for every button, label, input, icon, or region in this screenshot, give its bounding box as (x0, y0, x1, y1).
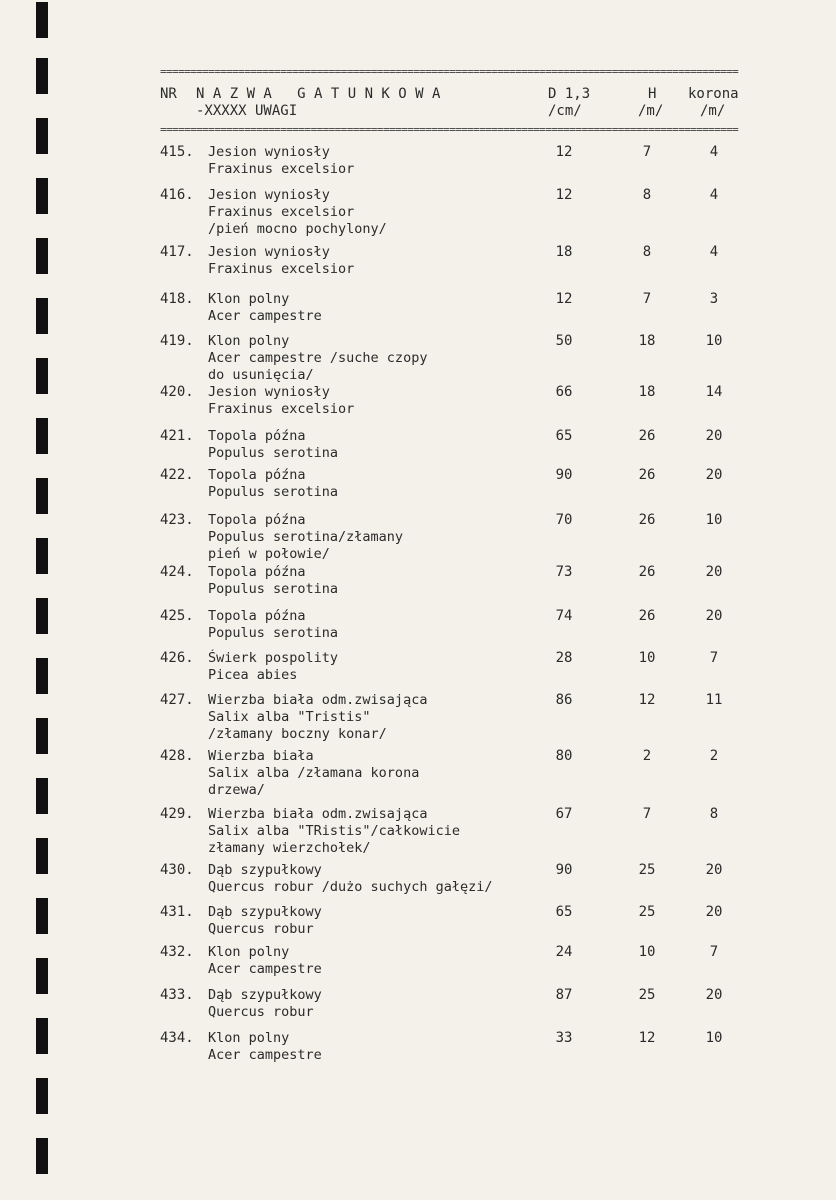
species-line: Fraxinus excelsior (208, 204, 355, 220)
table-row (160, 467, 770, 511)
binding-mark (36, 1138, 48, 1174)
table-row (160, 244, 770, 288)
height-value: 26 (638, 564, 656, 580)
species-line: /złamany boczny konar/ (208, 726, 387, 742)
table-row (160, 904, 770, 948)
binding-mark (36, 238, 48, 274)
crown-value: 14 (705, 384, 723, 400)
species-line: Populus serotina (208, 625, 339, 641)
diameter-value: 67 (555, 806, 573, 822)
species-line: Acer campestre (208, 1047, 322, 1063)
header-d13-unit: /cm/ (548, 103, 582, 119)
binding-mark (36, 58, 48, 94)
row-number: 429. (160, 806, 194, 822)
binding-mark (36, 598, 48, 634)
species-line: Klon polny (208, 333, 290, 349)
row-number: 423. (160, 512, 194, 528)
crown-value: 20 (705, 987, 723, 1003)
header-rule: ================================================================================================ (160, 124, 739, 135)
binding-mark (36, 958, 48, 994)
species-line: Topola późna (208, 467, 306, 483)
row-number: 420. (160, 384, 194, 400)
table-row (160, 987, 770, 1031)
diameter-value: 66 (555, 384, 573, 400)
row-number: 425. (160, 608, 194, 624)
table-row (160, 291, 770, 335)
species-line: Fraxinus excelsior (208, 401, 355, 417)
height-value: 18 (638, 333, 656, 349)
species-line: Populus serotina/złamany (208, 529, 404, 545)
table-row (160, 384, 770, 428)
table-row (160, 187, 770, 237)
header-h-unit: /m/ (638, 103, 664, 119)
crown-value: 7 (709, 944, 719, 960)
species-line: /pień mocno pochylony/ (208, 221, 387, 237)
crown-value: 3 (709, 291, 719, 307)
diameter-value: 65 (555, 904, 573, 920)
row-number: 434. (160, 1030, 194, 1046)
species-line: Salix alba /złamana korona (208, 765, 420, 781)
height-value: 7 (642, 144, 652, 160)
binding-mark (36, 778, 48, 814)
diameter-value: 70 (555, 512, 573, 528)
crown-value: 4 (709, 244, 719, 260)
diameter-value: 86 (555, 692, 573, 708)
row-number: 424. (160, 564, 194, 580)
table-row (160, 428, 770, 472)
diameter-value: 80 (555, 748, 573, 764)
height-value: 12 (638, 692, 656, 708)
crown-value: 8 (709, 806, 719, 822)
binding-mark (36, 658, 48, 694)
header-d13: D 1,3 (548, 86, 591, 102)
species-line: Jesion wyniosły (208, 244, 330, 260)
diameter-value: 28 (555, 650, 573, 666)
crown-value: 20 (705, 428, 723, 444)
header-nazwa: N A Z W A G A T U N K O W A (196, 86, 441, 102)
diameter-value: 18 (555, 244, 573, 260)
binding-mark (36, 2, 48, 38)
binding-mark (36, 358, 48, 394)
row-number: 415. (160, 144, 194, 160)
row-number: 419. (160, 333, 194, 349)
binding-mark (36, 1078, 48, 1114)
binding-mark (36, 118, 48, 154)
diameter-value: 90 (555, 862, 573, 878)
diameter-value: 33 (555, 1030, 573, 1046)
crown-value: 7 (709, 650, 719, 666)
row-number: 417. (160, 244, 194, 260)
height-value: 18 (638, 384, 656, 400)
species-line: Dąb szypułkowy (208, 987, 322, 1003)
species-line: Jesion wyniosły (208, 144, 330, 160)
binding-mark (36, 298, 48, 334)
diameter-value: 24 (555, 944, 573, 960)
species-line: Fraxinus excelsior (208, 161, 355, 177)
species-line: Topola późna (208, 428, 306, 444)
species-line: Acer campestre (208, 961, 322, 977)
table-row (160, 608, 770, 652)
table-row (160, 144, 770, 188)
height-value: 2 (642, 748, 652, 764)
crown-value: 20 (705, 564, 723, 580)
species-line: Topola późna (208, 608, 306, 624)
height-value: 12 (638, 1030, 656, 1046)
height-value: 7 (642, 291, 652, 307)
table-row (160, 748, 770, 798)
row-number: 428. (160, 748, 194, 764)
height-value: 25 (638, 904, 656, 920)
binding-holes (36, 0, 48, 1200)
header-korona-unit: /m/ (700, 103, 726, 119)
crown-value: 20 (705, 862, 723, 878)
species-line: Topola późna (208, 564, 306, 580)
binding-mark (36, 898, 48, 934)
diameter-value: 87 (555, 987, 573, 1003)
crown-value: 10 (705, 512, 723, 528)
species-line: Populus serotina (208, 445, 339, 461)
height-value: 25 (638, 987, 656, 1003)
row-number: 430. (160, 862, 194, 878)
diameter-value: 73 (555, 564, 573, 580)
species-line: Picea abies (208, 667, 298, 683)
table-row (160, 1030, 770, 1074)
top-rule: ================================================================================================ (160, 66, 739, 77)
diameter-value: 65 (555, 428, 573, 444)
row-number: 431. (160, 904, 194, 920)
header-korona: korona (688, 86, 739, 102)
species-line: złamany wierzchołek/ (208, 840, 371, 856)
binding-mark (36, 478, 48, 514)
height-value: 7 (642, 806, 652, 822)
header-uwagi: -XXXXX UWAGI (196, 103, 298, 119)
row-number: 422. (160, 467, 194, 483)
crown-value: 10 (705, 1030, 723, 1046)
row-number: 421. (160, 428, 194, 444)
diameter-value: 12 (555, 291, 573, 307)
species-line: Acer campestre (208, 308, 322, 324)
species-line: Wierzba biała odm.zwisająca (208, 692, 428, 708)
binding-mark (36, 538, 48, 574)
table-row (160, 512, 770, 562)
species-line: Quercus robur (208, 1004, 314, 1020)
species-line: Dąb szypułkowy (208, 862, 322, 878)
species-line: Acer campestre /suche czopy (208, 350, 428, 366)
table-row (160, 333, 770, 383)
species-line: Quercus robur /dużo suchych gałęzi/ (208, 879, 493, 895)
binding-mark (36, 1018, 48, 1054)
crown-value: 20 (705, 467, 723, 483)
species-line: Fraxinus excelsior (208, 261, 355, 277)
crown-value: 4 (709, 144, 719, 160)
row-number: 433. (160, 987, 194, 1003)
height-value: 26 (638, 608, 656, 624)
crown-value: 10 (705, 333, 723, 349)
species-line: Klon polny (208, 291, 290, 307)
header-h: H (648, 86, 657, 102)
diameter-value: 12 (555, 144, 573, 160)
header-nr: NR (160, 86, 177, 102)
height-value: 25 (638, 862, 656, 878)
table-row (160, 650, 770, 694)
row-number: 432. (160, 944, 194, 960)
diameter-value: 74 (555, 608, 573, 624)
height-value: 10 (638, 944, 656, 960)
crown-value: 2 (709, 748, 719, 764)
table-row (160, 692, 770, 742)
table-row (160, 806, 770, 856)
height-value: 26 (638, 428, 656, 444)
crown-value: 4 (709, 187, 719, 203)
row-number: 426. (160, 650, 194, 666)
species-line: Topola późna (208, 512, 306, 528)
species-line: Wierzba biała (208, 748, 314, 764)
species-line: Populus serotina (208, 581, 339, 597)
species-line: Salix alba "TRistis"/całkowicie (208, 823, 460, 839)
species-line: Wierzba biała odm.zwisająca (208, 806, 428, 822)
height-value: 10 (638, 650, 656, 666)
crown-value: 20 (705, 904, 723, 920)
table-row (160, 564, 770, 608)
row-number: 416. (160, 187, 194, 203)
species-line: Dąb szypułkowy (208, 904, 322, 920)
species-line: do usunięcia/ (208, 367, 314, 383)
height-value: 26 (638, 467, 656, 483)
diameter-value: 90 (555, 467, 573, 483)
binding-mark (36, 418, 48, 454)
species-line: Jesion wyniosły (208, 384, 330, 400)
species-line: Quercus robur (208, 921, 314, 937)
table-row (160, 862, 770, 906)
species-line: Klon polny (208, 1030, 290, 1046)
table-row (160, 944, 770, 988)
species-line: Salix alba "Tristis" (208, 709, 371, 725)
species-line: Populus serotina (208, 484, 339, 500)
binding-mark (36, 718, 48, 754)
crown-value: 20 (705, 608, 723, 624)
species-line: Klon polny (208, 944, 290, 960)
binding-mark (36, 178, 48, 214)
diameter-value: 50 (555, 333, 573, 349)
species-line: Jesion wyniosły (208, 187, 330, 203)
binding-mark (36, 838, 48, 874)
row-number: 418. (160, 291, 194, 307)
row-number: 427. (160, 692, 194, 708)
species-line: Świerk pospolity (208, 650, 339, 666)
diameter-value: 12 (555, 187, 573, 203)
height-value: 26 (638, 512, 656, 528)
species-line: pień w połowie/ (208, 546, 330, 562)
species-line: drzewa/ (208, 782, 265, 798)
crown-value: 11 (705, 692, 723, 708)
height-value: 8 (642, 244, 652, 260)
height-value: 8 (642, 187, 652, 203)
